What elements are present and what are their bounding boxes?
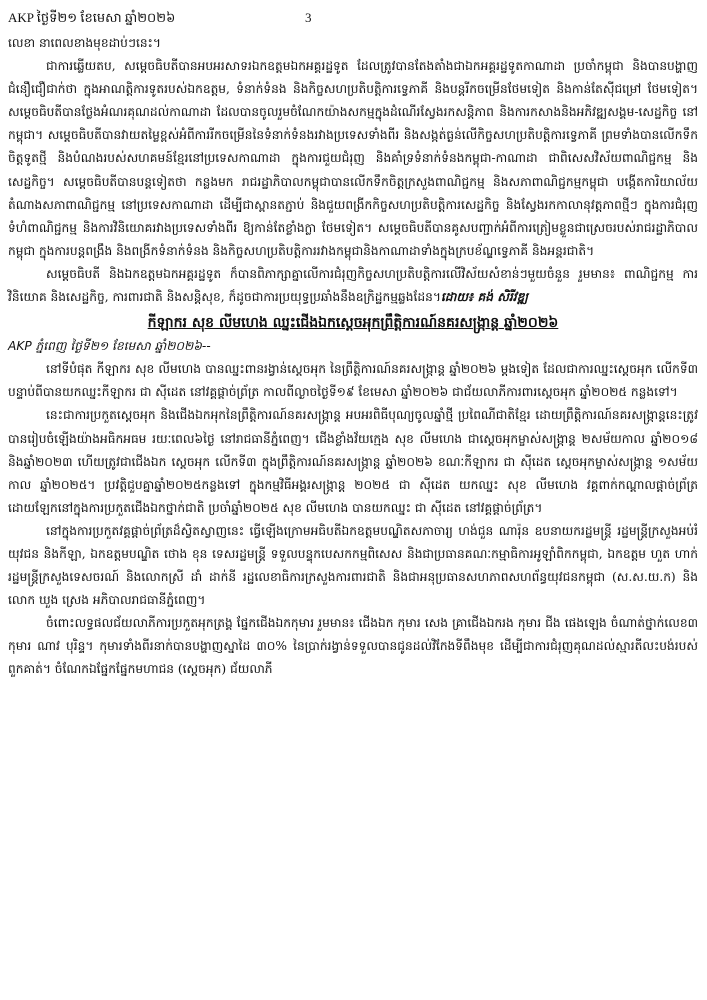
article2-paragraph-2: នេះជាការប្រកួតស្តេចអុក និងជើងឯកអុកនៃព្រឹត្តិការណ៍នគរសង្ក្រាន្ត អបអរពិធីបុណ្យចូលឆ្នាំថ្មី ប្រពៃណីជាតិខ្មែរ ដោយព្រឹត្តិការណ៍នគរសង្ក្រាន្តនេះត្រូវបានរៀបចំឡើងយ៉ាងអធិកអធម រយៈពេល៦ថ្ងៃ នៅរាជធានីភ្នំពេញ។ ជើងខ្លាំងវ័យក្មេង សុខ លីមហេង ជាស្តេចអុកម្ចាស់សង្ក្រាន្ត ២សម័យកាល ឆ្នាំ២០១៨ និងឆ្នាំ២០២៣ ហើយត្រូវជាជើងឯក ស្តេចអុក លើកទី៣ ក្នុងព្រឹត្តិការណ៍នគរសង្ក្រាន្ត ឆ្នាំ២០២៦ ខណៈកីឡាករ ជា ស៊ីដេត ស្តេចអុកម្ចាស់សង្ក្រាន្ត ១សម័យកាល ឆ្នាំ២០២៥។ ប្រវត្តិជួបគ្នាឆ្នាំ២០២៥កន្លងទៅ ក្នុងកម្មវិធីអង្គរសង្ក្រាន្ត ២០២៥ ជា ស៊ីដេត យកឈ្នះ សុខ លីមហេង វគ្គពាក់កណ្តាលផ្តាច់ព្រ័ត្រ ដោយឡែកនៅក្នុងការប្រកួតជើងឯកថ្នាក់ជាតិ ប្រចាំឆ្នាំ២០២៥ សុខ លីមហេង បានយកឈ្នះ ជា ស៊ីដេត នៅវគ្គផ្តាច់ព្រ័ត្រ។ [8,408,698,515]
article1-paragraph-1: ជាការឆ្លើយតប, សម្តេចធិបតីបានអបអរសាទរឯកឧត្តមឯកអគ្គរដ្ឋទូត ដែលត្រូវបានតែងតាំងជាឯកអគ្គរដ្ឋទូតកាណាដា ប្រចាំកម្ពុជា និងបានបង្ហាញជំនឿជឿជាក់ថា ក្នុងអាណត្តិការទូតរបស់ឯកឧត្តម, ទំនាក់ទំនង និងកិច្ចសហប្រតិបត្តិការទ្វេភាគី និងបន្តរីកចម្រើនថែមទៀត និងកាន់តែស៊ីជម្រៅ ថែមទៀត។ សម្តេចធិបតីបានថ្លែងអំណរគុណដល់កាណាដា ដែលបានចូលរួមចំណែកយ៉ាងសកម្មក្នុងដំណើរស្វែងរកសន្តិភាព និងការកសាងនិងអភិវឌ្ឍសង្គម-សេដ្ឋកិច្ច នៅកម្ពុជា។ សម្តេចធិបតីបានវាយតម្លៃខ្ពស់អំពីការរីកចម្រើននៃទំនាក់ទំនងរវាងប្រទេសទាំងពីរ និងសង្កត់ធ្ងន់លើកិច្ចសហប្រតិបត្តិការទ្វេភាគី ព្រមទាំងបានលើកទឹកចិត្តទូតថ្មី និងបំណងរបស់សហគមន៍ខ្មែរនៅប្រទេសកាណាដា ក្នុងការជួយជំរុញ និងគាំទ្រទំនាក់ទំនងកម្ពុជា-កាណាដា ជាពិសេសវិស័យពាណិជ្ជកម្ម និងសេដ្ឋកិច្ច។ សម្តេចធិបតីបានបន្តទៀតថា កន្លងមក រាជរដ្ឋាភិបាលកម្ពុជាបានលើកទឹកចិត្តក្រសួងពាណិជ្ជកម្ម និងសភាពាណិជ្ជកម្មកម្ពុជា បង្កើតការិយាល័យតំណាងសភាពាណិជ្ជកម្ម នៅប្រទេសកាណាដា ដើម្បីជាស្ពានតភ្ជាប់ និងជួយពង្រីកកិច្ចសហប្រតិបត្តិការសេដ្ឋកិច្ច និងស្វែងរកកាលានុវត្តភាពថ្មីៗ ក្នុងការជំរុញទំហំពាណិជ្ជកម្ម និងការវិនិយោគរវាងប្រទេសទាំងពីរ ឱ្យកាន់តែខ្លាំងក្លា ថែមទៀត។ សម្តេចធិបតីបានគូសបញ្ជាក់អំពីការត្រៀមខ្លួនជាស្រេចរបស់រាជរដ្ឋាភិបាលកម្ពុជា ក្នុងការបន្តពង្រឹង និងពង្រីកទំនាក់ទំនង និងកិច្ចសហប្រតិបត្តិការរវាងកម្ពុជានិងកាណាដាទាំងក្នុងក្របខ័ណ្ឌទ្វេភាគី និងអន្តរជាតិ។ [8,59,698,258]
document-body [8,32,698,682]
article2-dateline: AKP ភ្នំពេញ ថ្ងៃទី២១ ខែមេសា ឆ្នាំ២០២៦-- [8,339,211,354]
page-number: 3 [305,10,312,25]
article1-byline: ដោយ៖ គង់ សិរីវឌ្ឍ [440,290,528,305]
page-header [8,8,698,28]
article1-paragraph-2-text: សម្តេចធិបតី និងឯកឧត្តមឯកអគ្គរដ្ឋទូត ក៏បានពិភាក្សាគ្នាលើការជំរុញកិច្ចសហប្រតិបត្តិការលើវិស័យសំខាន់ៗមួយចំនួន រួមមាន៖ ពាណិជ្ជកម្ម ការវិនិយោគ និងសេដ្ឋកិច្ច, ការពារជាតិ និងសន្តិសុខ, ក៏ដូចជាការប្រយុទ្ធប្រឆាំងនឹងឧក្រិដ្ឋកម្មឆ្លងដែន។ [8,266,698,305]
article2-title: កីឡាករ សុខ លីមហេង ឈ្នះជើងឯកស្តេចអុកព្រឹត្តិការណ៍នគរសង្ក្រាន្ត ឆ្នាំ២០២៦ [147,315,559,332]
article2-paragraph-1: នៅទីបំផុត កីឡាករ សុខ លីមហេង បានឈ្នះពានរង្វាន់ស្តេចអុក នៃព្រឹត្តិការណ៍នគរសង្ក្រាន្ត ឆ្នាំ២០២៦ ម្តងទៀត ដែលជាការឈ្នះស្តេចអុក លើកទី៣ បន្ទាប់ពីបានយកឈ្នះកីឡាករ ជា ស៊ីដេត នៅវគ្គផ្តាច់ព្រ័ត្រ កាលពីល្ងាចថ្ងៃទី១៩ ខែមេសា ឆ្នាំ២០២៦ ជាជ័យលាភីការពារស្តេចអុក ឆ្នាំ២០២៥ កន្លងទៅ។ [8,362,698,400]
agency-date-header: AKP ថ្ងៃទី២១ ខែមេសា ឆ្នាំ២០២៦ [8,10,176,25]
article2-paragraph-4: ចំពោះលទ្ធផលជ័យលាភីការប្រកួតអុកត្រង្គ ផ្នែកជើងឯកកុមារ រួមមាន៖ ជើងឯក កុមារ សេង គ្រាជើងឯករង កុមារ ជីង ផេងឡេង ចំណាត់ថ្នាក់លេខ៣ កុមារ ណាវ បុរិន្ទ។ កុមារទាំងពីរនាក់បានបង្ហាញស្នាដៃ ៣០% នៃប្រាក់រង្វាន់ទទួលបានជូនដល់វិកែងទីពឹងមុខ ដើម្បីជាការជំរុញគុណដល់ស្មារតីលះបង់របស់ពួកគាត់។ ចំណែកឯផ្នែកផ្នែកមហាជន (ស្តេចអុក) ជ័យលាភី [8,616,698,677]
article1-lead: លេខា នាពេលខាងមុខដាប់ៗនេះ។ [8,36,161,50]
article1-paragraph-2 [8,263,698,309]
article2-paragraph-3: នៅក្នុងការប្រកួតវគ្គផ្តាច់ព្រ័ត្រដ៏ស្វិតស្វាញនេះ ធ្វើឡើងក្រោមអធិបតីឯកឧត្តមបណ្ឌិតសភាចារ្យ ហង់ជួន ណារ៉ុន ឧបនាយករដ្ឋមន្ត្រី រដ្ឋមន្ត្រីក្រសួងអប់រំ យុវជន និងកីឡា, ឯកឧត្តមបណ្ឌិត ថោង ខុន ទេសរដ្ឋមន្ត្រី ទទួលបន្ទុកបេសកកម្មពិសេស និងជាប្រធានគណៈកម្មាធិការអូឡាំពិកកម្ពុជា, ឯកឧត្តម ហួត ហាក់ រដ្ឋមន្ត្រីក្រសួងទេសចរណ៍ និងលោកស្រី ដាំ ដាក់នី រដ្ឋលេខាធិការក្រសួងការពារជាតិ និងជាអនុប្រធានសហភាពសហព័ន្ធយុវជនកម្ពុជា (ស.ស.យ.ក) និងលោក ឃួង ស្រេង អភិបាលរាជធានីភ្នំពេញ។ [8,523,698,608]
